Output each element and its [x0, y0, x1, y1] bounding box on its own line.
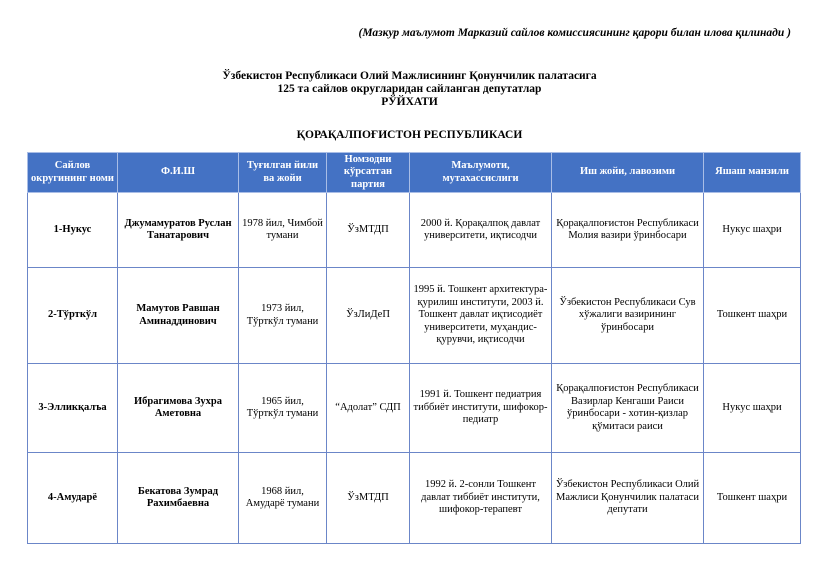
cell-name: Ибрагимова Зухра Аметовна [118, 364, 239, 453]
cell-party: ЎзЛиДеП [327, 268, 410, 364]
cell-birth: 1968 йил, Амударё тумани [239, 453, 327, 544]
cell-district: 1-Нукус [28, 193, 118, 268]
cell-education: 1992 й. 2-сонли Тошкент давлат тиббиёт институти, шифокор-терапевт [410, 453, 552, 544]
header-name: Ф.И.Ш [118, 153, 239, 193]
cell-education: 1991 й. Тошкент педиатрия тиббиёт институти, шифокор-педиатр [410, 364, 552, 453]
cell-position: Ўзбекистон Республикаси Сув хўжалиги вазирининг ўринбосари [552, 268, 704, 364]
deputies-table [27, 152, 801, 544]
cell-residence: Нукус шаҳри [704, 193, 801, 268]
header-education: Маълумоти, мутахассислиги [410, 153, 552, 193]
header-position: Иш жойи, лавозими [552, 153, 704, 193]
title-line-2: 125 та сайлов округларидан сайланган депутатлар [277, 83, 542, 95]
cell-district: 2-Тўрткўл [28, 268, 118, 364]
cell-party: “Адолат” СДП [327, 364, 410, 453]
region-heading: ҚОРАҚАЛПОҒИСТОН РЕСПУБЛИКАСИ [296, 129, 523, 141]
cell-district: 4-Амударё [28, 453, 118, 544]
table-row [28, 364, 801, 453]
cell-position: Қорақалпоғистон Республикаси Вазирлар Кенгаши Раиси ўринбосари - хотин-қизлар қўмитаси раиси [552, 364, 704, 453]
cell-residence: Тошкент шаҳри [704, 453, 801, 544]
cell-birth: 1978 йил, Чимбой тумани [239, 193, 327, 268]
cell-party: ЎзМТДП [327, 453, 410, 544]
header-birth: Туғилган йили ва жойи [239, 153, 327, 193]
document-title [0, 70, 819, 109]
cell-position: Қорақалпоғистон Республикаси Молия вазири ўринбосари [552, 193, 704, 268]
cell-district: 3-Элликқалъа [28, 364, 118, 453]
cell-name: Бекатова Зумрад Рахимбаевна [118, 453, 239, 544]
title-line-1: Ўзбекистон Республикаси Олий Мажлисининг Қонунчилик палатасига [222, 70, 597, 82]
table-row [28, 268, 801, 364]
cell-name: Джумамуратов Руслан Танатарович [118, 193, 239, 268]
header-party: Номзодни кўрсатган партия [327, 153, 410, 193]
table-row [28, 193, 801, 268]
title-line-3: РЎЙХАТИ [381, 96, 438, 108]
annex-note: (Мазкур маълумот Марказий сайлов комиссиясининг қарори билан илова қилинади ) [358, 27, 791, 39]
cell-education: 2000 й. Қорақалпоқ давлат университети, иқтисодчи [410, 193, 552, 268]
cell-position: Ўзбекистон Республикаси Олий Мажлиси Қонунчилик палатаси депутати [552, 453, 704, 544]
header-residence: Яшаш манзили [704, 153, 801, 193]
cell-birth: 1973 йил, Тўрткўл тумани [239, 268, 327, 364]
cell-residence: Нукус шаҳри [704, 364, 801, 453]
table-header-row [28, 153, 801, 193]
cell-name: Мамутов Равшан Аминаддинович [118, 268, 239, 364]
cell-party: ЎзМТДП [327, 193, 410, 268]
cell-residence: Тошкент шаҳри [704, 268, 801, 364]
header-district: Сайлов округининг номи [28, 153, 118, 193]
table-row [28, 453, 801, 544]
cell-education: 1995 й. Тошкент архитектура-қурилиш институти, 2003 й. Тошкент давлат иқтисодиёт университети, муҳандис-қурувчи, иқтисодчи [410, 268, 552, 364]
cell-birth: 1965 йил, Тўрткўл тумани [239, 364, 327, 453]
